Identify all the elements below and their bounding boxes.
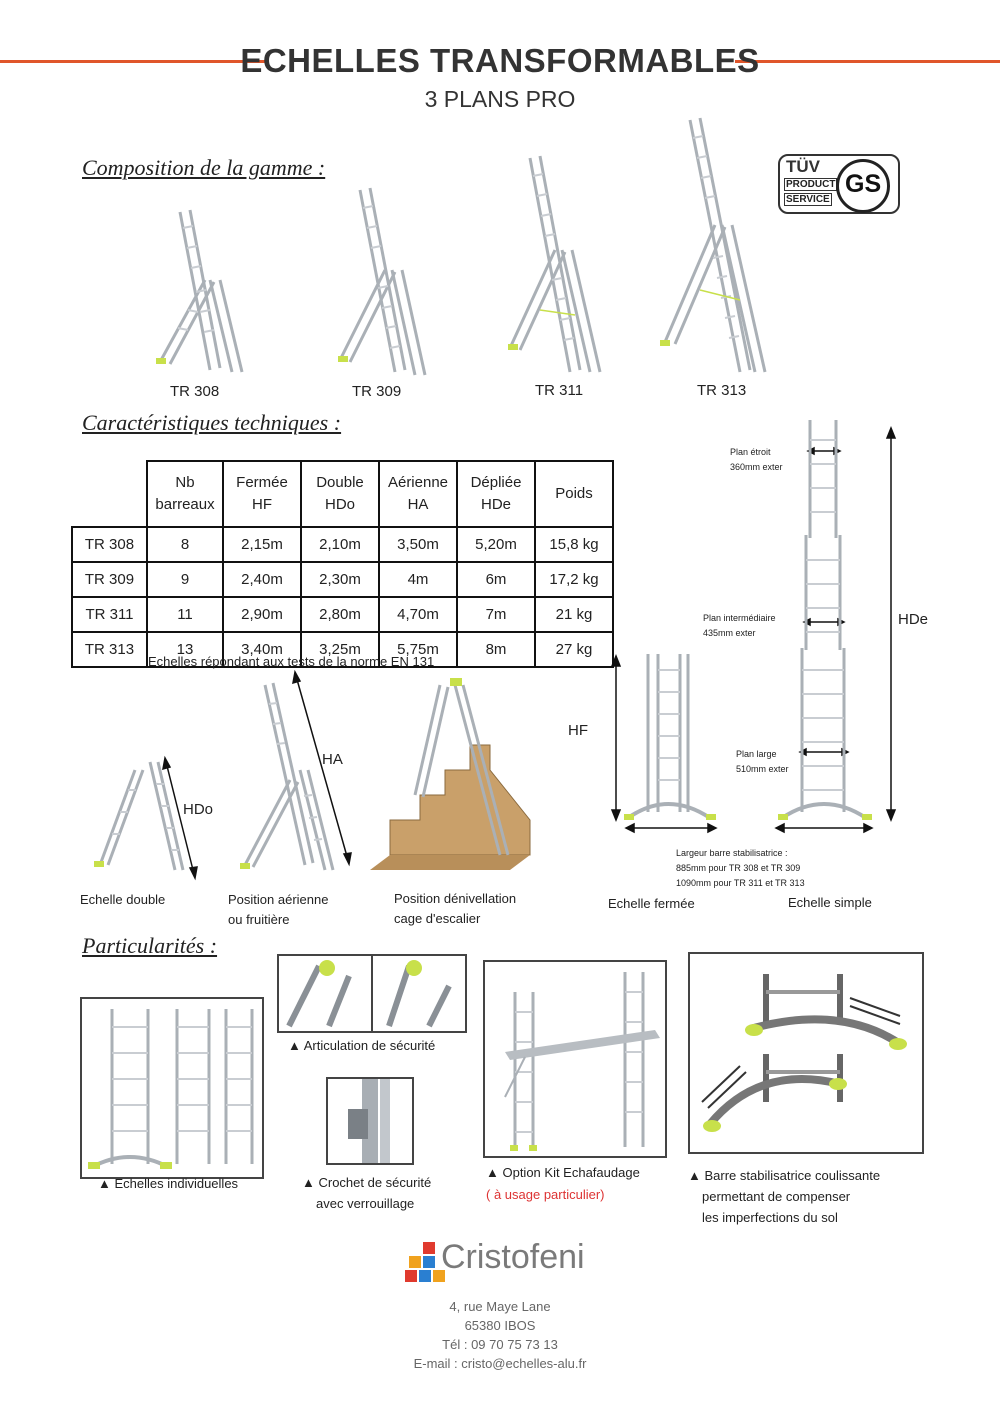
table-header — [457, 461, 535, 527]
range-ladders-illustration — [0, 110, 1000, 390]
model-label-tr311: TR 311 — [535, 382, 584, 399]
table-cell: 4,70m — [379, 597, 457, 632]
table-cell: 5,20m — [457, 527, 535, 562]
caption-line: les imperfections du sol — [702, 1210, 838, 1225]
table-header-row — [72, 461, 613, 527]
table-cell: TR 313 — [72, 632, 147, 667]
note-line: 885mm pour TR 308 et TR 309 — [676, 863, 801, 873]
caption-aerienne — [228, 890, 328, 930]
tuv-service: SERVICE — [786, 194, 830, 205]
table-cell: 21 kg — [535, 597, 613, 632]
header-line: HA — [407, 496, 429, 513]
individual-ladders-icon — [82, 999, 262, 1177]
caption-line: permettant de compenser — [702, 1189, 851, 1204]
table-cell: 11 — [147, 597, 223, 632]
caption-simple: Echelle simple — [788, 895, 872, 910]
tuv-product: PRODUCT — [786, 179, 836, 190]
caption-stabilizer — [688, 1165, 880, 1228]
table-row — [72, 527, 613, 562]
footer-phone: Tél : 09 70 75 73 13 — [442, 1337, 558, 1352]
norm-note: Echelles répondant aux tests de la norme EN 131 — [148, 654, 435, 669]
table-cell: 3,25m — [301, 632, 379, 667]
table-corner — [72, 461, 147, 527]
footer-email: E-mail : cristo@echelles-alu.fr — [413, 1356, 587, 1371]
footer-address2: 65380 IBOS — [464, 1318, 536, 1333]
header-line: HDo — [324, 496, 355, 513]
section-features: Particularités : — [82, 933, 218, 958]
tuv-label: TÜV — [786, 157, 820, 176]
table-cell: 5,75m — [379, 632, 457, 667]
feature-kit-box — [483, 960, 667, 1158]
plan-etroit-label — [730, 445, 783, 475]
table-cell: TR 311 — [72, 597, 147, 632]
feature-stabilizer-box — [688, 952, 924, 1154]
table-cell: 15,8 kg — [535, 527, 613, 562]
caption-double: Echelle double — [80, 892, 166, 907]
page-title: ECHELLES TRANSFORMABLES — [240, 42, 760, 79]
table-cell: 8 — [147, 527, 223, 562]
table-cell: 2,90m — [223, 597, 301, 632]
ladder-tr311-icon — [510, 156, 600, 372]
caption-line: cage d'escalier — [394, 911, 481, 926]
table-cell: 3,40m — [223, 632, 301, 667]
table-cell: 7m — [457, 597, 535, 632]
hook-icon — [328, 1079, 412, 1163]
table-cell: 2,80m — [301, 597, 379, 632]
header-line: Poids — [555, 485, 593, 502]
table-cell: 4m — [379, 562, 457, 597]
section-specs: Caractéristiques techniques : — [82, 410, 342, 435]
table-cell: TR 308 — [72, 527, 147, 562]
caption-line: Position dénivellation — [394, 891, 517, 906]
caption-line: ▲ Barre stabilisatrice coulissante — [688, 1168, 881, 1183]
caption-kit — [486, 1162, 640, 1206]
hde-label: HDe — [898, 611, 929, 628]
header-line: Fermée — [236, 474, 288, 491]
table-cell: 6m — [457, 562, 535, 597]
caption-individuelles: ▲ Echelles individuelles — [98, 1176, 239, 1191]
caption-line: ou fruitière — [228, 912, 290, 927]
stabilizer-bar-icon — [690, 954, 922, 1152]
table-cell: 9 — [147, 562, 223, 597]
table-header — [223, 461, 301, 527]
header-line: HDe — [480, 496, 511, 513]
hf-label: HF — [568, 722, 588, 739]
note-line: 1090mm pour TR 311 et TR 313 — [676, 878, 805, 888]
scaffold-kit-icon — [485, 962, 665, 1156]
feature-articulation-box — [277, 954, 467, 1033]
table-cell: 2,15m — [223, 527, 301, 562]
table-cell: 27 kg — [535, 632, 613, 667]
header-line: Double — [316, 474, 364, 491]
table-cell: 8m — [457, 632, 535, 667]
caption-line: Position aérienne — [228, 892, 329, 907]
table-cell: TR 309 — [72, 562, 147, 597]
section-range: Composition de la gamme : — [82, 155, 326, 180]
note-line: 360mm exter — [730, 462, 783, 472]
ladder-tr309-icon — [340, 188, 425, 375]
plan-large-label — [736, 747, 789, 777]
table-row — [72, 597, 613, 632]
note-line: Plan large — [736, 749, 777, 759]
table-cell: 17,2 kg — [535, 562, 613, 597]
table-header — [147, 461, 223, 527]
positions-illustration — [80, 670, 540, 880]
page-subtitle: 3 PLANS PRO — [424, 86, 576, 112]
footer-address1: 4, rue Maye Lane — [449, 1299, 551, 1314]
table-cell: 3,50m — [379, 527, 457, 562]
gs-label: GS — [845, 170, 882, 198]
barre-note — [676, 846, 805, 891]
table-cell: 2,30m — [301, 562, 379, 597]
caption-line: avec verrouillage — [316, 1196, 415, 1211]
table-cell: 2,10m — [301, 527, 379, 562]
caption-denivellation — [394, 889, 516, 929]
feature-individual-box — [80, 997, 264, 1179]
header-line: Nb — [175, 474, 195, 491]
header-line: barreaux — [155, 496, 215, 513]
closed-ladder-icon — [648, 654, 688, 812]
note-line: Plan étroit — [730, 447, 771, 457]
header-line: Aérienne — [387, 474, 449, 491]
caption-line: ▲ Crochet de sécurité — [302, 1175, 432, 1190]
header-line: Dépliée — [470, 474, 522, 491]
caption-articulation: ▲ Articulation de sécurité — [288, 1038, 436, 1053]
header-line: HF — [252, 496, 272, 513]
brand-logo — [405, 1238, 605, 1288]
simple-ladder-icon — [802, 420, 844, 812]
ladder-tr313-icon — [665, 118, 765, 372]
articulation-icon — [279, 956, 465, 1031]
note-line: Largeur barre stabilisatrice : — [676, 848, 788, 858]
caption-crochet — [302, 1172, 431, 1214]
table-header — [379, 461, 457, 527]
feature-crochet-box — [326, 1077, 414, 1165]
table-cell: 2,40m — [223, 562, 301, 597]
note-line: 435mm exter — [703, 628, 756, 638]
model-label-tr308: TR 308 — [170, 383, 220, 400]
logo-mark — [405, 1242, 445, 1284]
note-line: Plan intermédiaire — [703, 613, 776, 623]
brand-name: Cristofeni — [441, 1238, 585, 1276]
table-row — [72, 562, 613, 597]
caption-line: ▲ Option Kit Echafaudage — [486, 1165, 640, 1180]
plan-inter-label — [703, 611, 776, 641]
note-line: 510mm exter — [736, 764, 789, 774]
specs-table — [71, 460, 614, 668]
hdo-label: HDo — [183, 801, 214, 818]
caption-line-warning: ( à usage particulier) — [486, 1187, 605, 1202]
aerial-ladder-icon — [245, 683, 333, 870]
model-label-tr313: TR 313 — [697, 382, 747, 399]
table-header — [301, 461, 379, 527]
table-cell: 13 — [147, 632, 223, 667]
model-label-tr309: TR 309 — [352, 383, 402, 400]
ha-label: HA — [322, 751, 343, 768]
caption-fermee: Echelle fermée — [608, 896, 695, 911]
